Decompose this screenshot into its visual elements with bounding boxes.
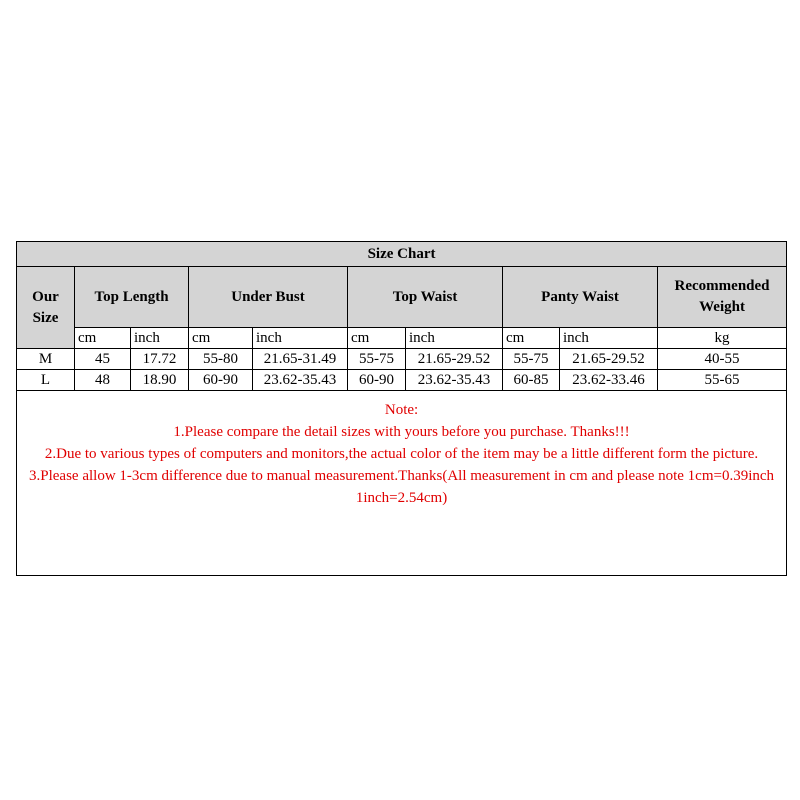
- size-cell: L: [17, 370, 75, 391]
- under-bust-inch-cell: 23.62-35.43: [253, 370, 348, 391]
- note-line-2: 2.Due to various types of computers and monitors,the actual color of the item may be a little different form the picture.: [44, 446, 759, 462]
- under-bust-inch-cell: 21.65-31.49: [253, 349, 348, 370]
- unit-panty-waist-cm: cm: [503, 328, 560, 349]
- size-chart-table: [16, 241, 787, 576]
- header-row: [17, 267, 787, 328]
- top-length-inch-cell: 18.90: [131, 370, 189, 391]
- top-waist-inch-cell: 21.65-29.52: [406, 349, 503, 370]
- top-waist-cm-cell: 60-90: [348, 370, 406, 391]
- unit-top-length-cm: cm: [75, 328, 131, 349]
- header-our-size: Our Size: [17, 267, 75, 349]
- chart-title: Size Chart: [17, 242, 787, 267]
- size-cell: M: [17, 349, 75, 370]
- under-bust-cm-cell: 55-80: [189, 349, 253, 370]
- header-top-length: Top Length: [75, 267, 189, 328]
- notes-row: [17, 391, 787, 576]
- note-heading: Note:: [384, 402, 419, 418]
- units-row: [17, 328, 787, 349]
- panty-waist-cm-cell: 55-75: [503, 349, 560, 370]
- top-length-inch-cell: 17.72: [131, 349, 189, 370]
- top-waist-inch-cell: 23.62-35.43: [406, 370, 503, 391]
- unit-weight-kg: kg: [658, 328, 787, 349]
- weight-kg-cell: 40-55: [658, 349, 787, 370]
- panty-waist-cm-cell: 60-85: [503, 370, 560, 391]
- unit-top-waist-inch: inch: [406, 328, 503, 349]
- panty-waist-inch-cell: 21.65-29.52: [560, 349, 658, 370]
- table-row: [17, 370, 787, 391]
- title-row: [17, 242, 787, 267]
- notes-cell: [17, 391, 787, 576]
- unit-top-length-inch: inch: [131, 328, 189, 349]
- unit-top-waist-cm: cm: [348, 328, 406, 349]
- note-line-3: 3.Please allow 1-3cm difference due to manual measurement.Thanks(All measurement in cm and please note 1cm=0.39inch 1inch=2.54cm): [29, 468, 775, 506]
- header-panty-waist: Panty Waist: [503, 267, 658, 328]
- unit-panty-waist-inch: inch: [560, 328, 658, 349]
- header-under-bust: Under Bust: [189, 267, 348, 328]
- weight-kg-cell: 55-65: [658, 370, 787, 391]
- unit-under-bust-inch: inch: [253, 328, 348, 349]
- header-recommended-weight: Recommended Weight: [658, 267, 787, 328]
- header-top-waist: Top Waist: [348, 267, 503, 328]
- top-length-cm-cell: 48: [75, 370, 131, 391]
- top-waist-cm-cell: 55-75: [348, 349, 406, 370]
- table-row: [17, 349, 787, 370]
- unit-under-bust-cm: cm: [189, 328, 253, 349]
- panty-waist-inch-cell: 23.62-33.46: [560, 370, 658, 391]
- under-bust-cm-cell: 60-90: [189, 370, 253, 391]
- top-length-cm-cell: 45: [75, 349, 131, 370]
- note-line-1: 1.Please compare the detail sizes with yours before you purchase. Thanks!!!: [173, 424, 630, 440]
